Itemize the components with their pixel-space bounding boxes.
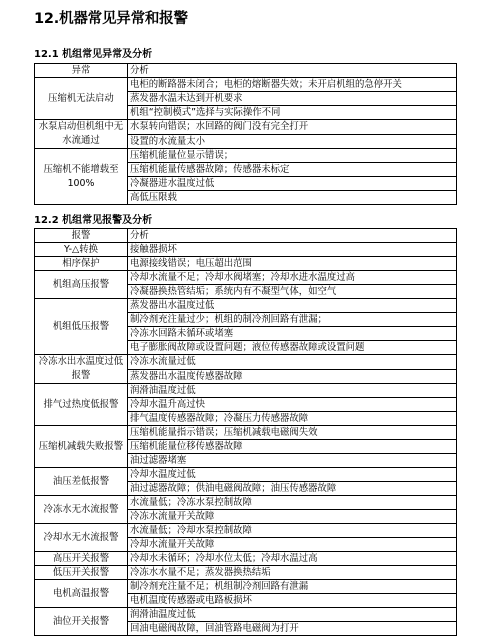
section-heading-abnormal: 12.1 机组常见异常及分析 [34, 49, 153, 60]
table-row [35, 271, 457, 285]
analysis-cell: 冷冻水回路未循环或堵塞 [128, 327, 457, 341]
abnormal-name-cell: 水泵启动但机组中无水流通过 [35, 120, 128, 149]
abnormal-table-header [35, 64, 457, 78]
analysis-cell: 冷却水温升高过快 [128, 398, 457, 412]
analysis-cell: 水泵转向错误；水回路的阀门没有完全打开 [128, 120, 457, 135]
analysis-cell: 电子膨胀阀故障或设置问题；液位传感器故障或设置问题 [128, 341, 457, 355]
column-header-analysis: 分析 [128, 64, 457, 78]
analysis-cell: 冷冻水流量过低 [128, 355, 457, 370]
table-row [35, 580, 457, 594]
analysis-cell: 蒸发器出水温度过低 [128, 299, 457, 313]
analysis-cell: 冷却水流量不足；冷却水阀堵塞；冷却水进水温度过高 [128, 271, 457, 285]
alarm-name-cell: 低压开关报警 [35, 566, 128, 580]
abnormal-name-cell: 压缩机不能增载至100% [35, 149, 128, 205]
analysis-cell: 冷却水温度过低 [128, 468, 457, 482]
analysis-cell: 电机温度传感器或电路板损坏 [128, 594, 457, 608]
analysis-cell: 冷凝器进水温度过低 [128, 177, 457, 191]
analysis-cell: 接触器损坏 [128, 243, 457, 257]
abnormal-name-cell: 压缩机无法启动 [35, 78, 128, 120]
analysis-cell: 机组“控制模式”选择与实际操作不同 [128, 106, 457, 120]
alarm-name-cell: 机组高压报警 [35, 271, 128, 299]
table-row [35, 78, 457, 92]
table-row [35, 566, 457, 580]
alarm-name-cell: 相序保护 [35, 257, 128, 271]
analysis-cell: 蒸发器出水温度传感器故障 [128, 369, 457, 384]
alarm-name-cell: 机组低压报警 [35, 299, 128, 355]
alarm-name-cell: 排气过热度低报警 [35, 384, 128, 426]
table-row [35, 468, 457, 482]
analysis-cell: 电源接线错误；电压超出范围 [128, 257, 457, 271]
analysis-cell: 电柜的断路器未闭合；电柜的熔断器失效；未开启机组的急停开关 [128, 78, 457, 92]
analysis-cell: 冷却水未循环；冷却水位太低；冷却水温过高 [128, 552, 457, 566]
table-row [35, 149, 457, 163]
analysis-cell: 压缩机能量指示错误；压缩机减载电磁阀失效 [128, 426, 457, 440]
alarm-name-cell: 油压差低报警 [35, 468, 128, 496]
table-row [35, 243, 457, 257]
analysis-cell: 蒸发器水温未达到开机要求 [128, 92, 457, 106]
analysis-cell: 冷冻水水量不足；蒸发器换热结垢 [128, 566, 457, 580]
alarm-table [34, 228, 457, 636]
analysis-cell: 排气温度传感器故障；冷凝压力传感器故障 [128, 412, 457, 426]
table-row [35, 524, 457, 538]
alarm-table-header [35, 229, 457, 243]
alarm-name-cell: 油位开关报警 [35, 608, 128, 636]
table-row [35, 257, 457, 271]
alarm-name-cell: 压缩机减载失败报警 [35, 426, 128, 468]
analysis-cell: 冷却水流量开关故障 [128, 538, 457, 552]
column-header-alarm: 报警 [35, 229, 128, 243]
alarm-name-cell: 高压开关报警 [35, 552, 128, 566]
alarm-name-cell: 冷冻水无水流报警 [35, 496, 128, 524]
analysis-cell: 制冷剂充注量不足；机组制冷剂回路有泄漏 [128, 580, 457, 594]
analysis-cell: 油过滤器堵塞 [128, 454, 457, 468]
table-row [35, 552, 457, 566]
column-header-analysis: 分析 [128, 229, 457, 243]
analysis-cell: 压缩机能量位移传感器故障 [128, 440, 457, 454]
table-row [35, 384, 457, 398]
alarm-name-cell: 冷冻水出水温度过低报警 [35, 355, 128, 384]
abnormal-table [34, 63, 457, 205]
analysis-cell: 高低压限载 [128, 191, 457, 205]
analysis-cell: 油过滤器故障；供油电磁阀故障；油压传感器故障 [128, 482, 457, 496]
page-title: 12.机器常见异常和报警 [34, 11, 188, 27]
analysis-cell: 润滑油温度过低 [128, 608, 457, 622]
analysis-cell: 压缩机能量传感器故障；传感器未标定 [128, 163, 457, 177]
analysis-cell: 冷冻水流量开关故障 [128, 510, 457, 524]
table-row [35, 120, 457, 135]
alarm-name-cell: 冷却水无水流报警 [35, 524, 128, 552]
analysis-cell: 回油电磁阀故障，回油管路电磁阀为打开 [128, 622, 457, 636]
analysis-cell: 水流量低；冷冻水泵控制故障 [128, 496, 457, 510]
analysis-cell: 压缩机能量位显示错误； [128, 149, 457, 163]
analysis-cell: 设置的水流量太小 [128, 134, 457, 149]
analysis-cell: 润滑油温度过低 [128, 384, 457, 398]
table-row [35, 426, 457, 440]
alarm-name-cell: Y-△转换 [35, 243, 128, 257]
column-header-abnormal: 异常 [35, 64, 128, 78]
table-row [35, 355, 457, 370]
analysis-cell: 水流量低；冷却水泵控制故障 [128, 524, 457, 538]
table-row [35, 299, 457, 313]
analysis-cell: 冷凝器换热管结垢；系统内有不凝型气体，如空气 [128, 285, 457, 299]
section-heading-alarms: 12.2 机组常见报警及分析 [34, 215, 153, 226]
table-row [35, 496, 457, 510]
analysis-cell: 制冷剂充注量过少；机组的制冷剂回路有泄漏； [128, 313, 457, 327]
alarm-name-cell: 电机高温报警 [35, 580, 128, 608]
table-row [35, 608, 457, 622]
